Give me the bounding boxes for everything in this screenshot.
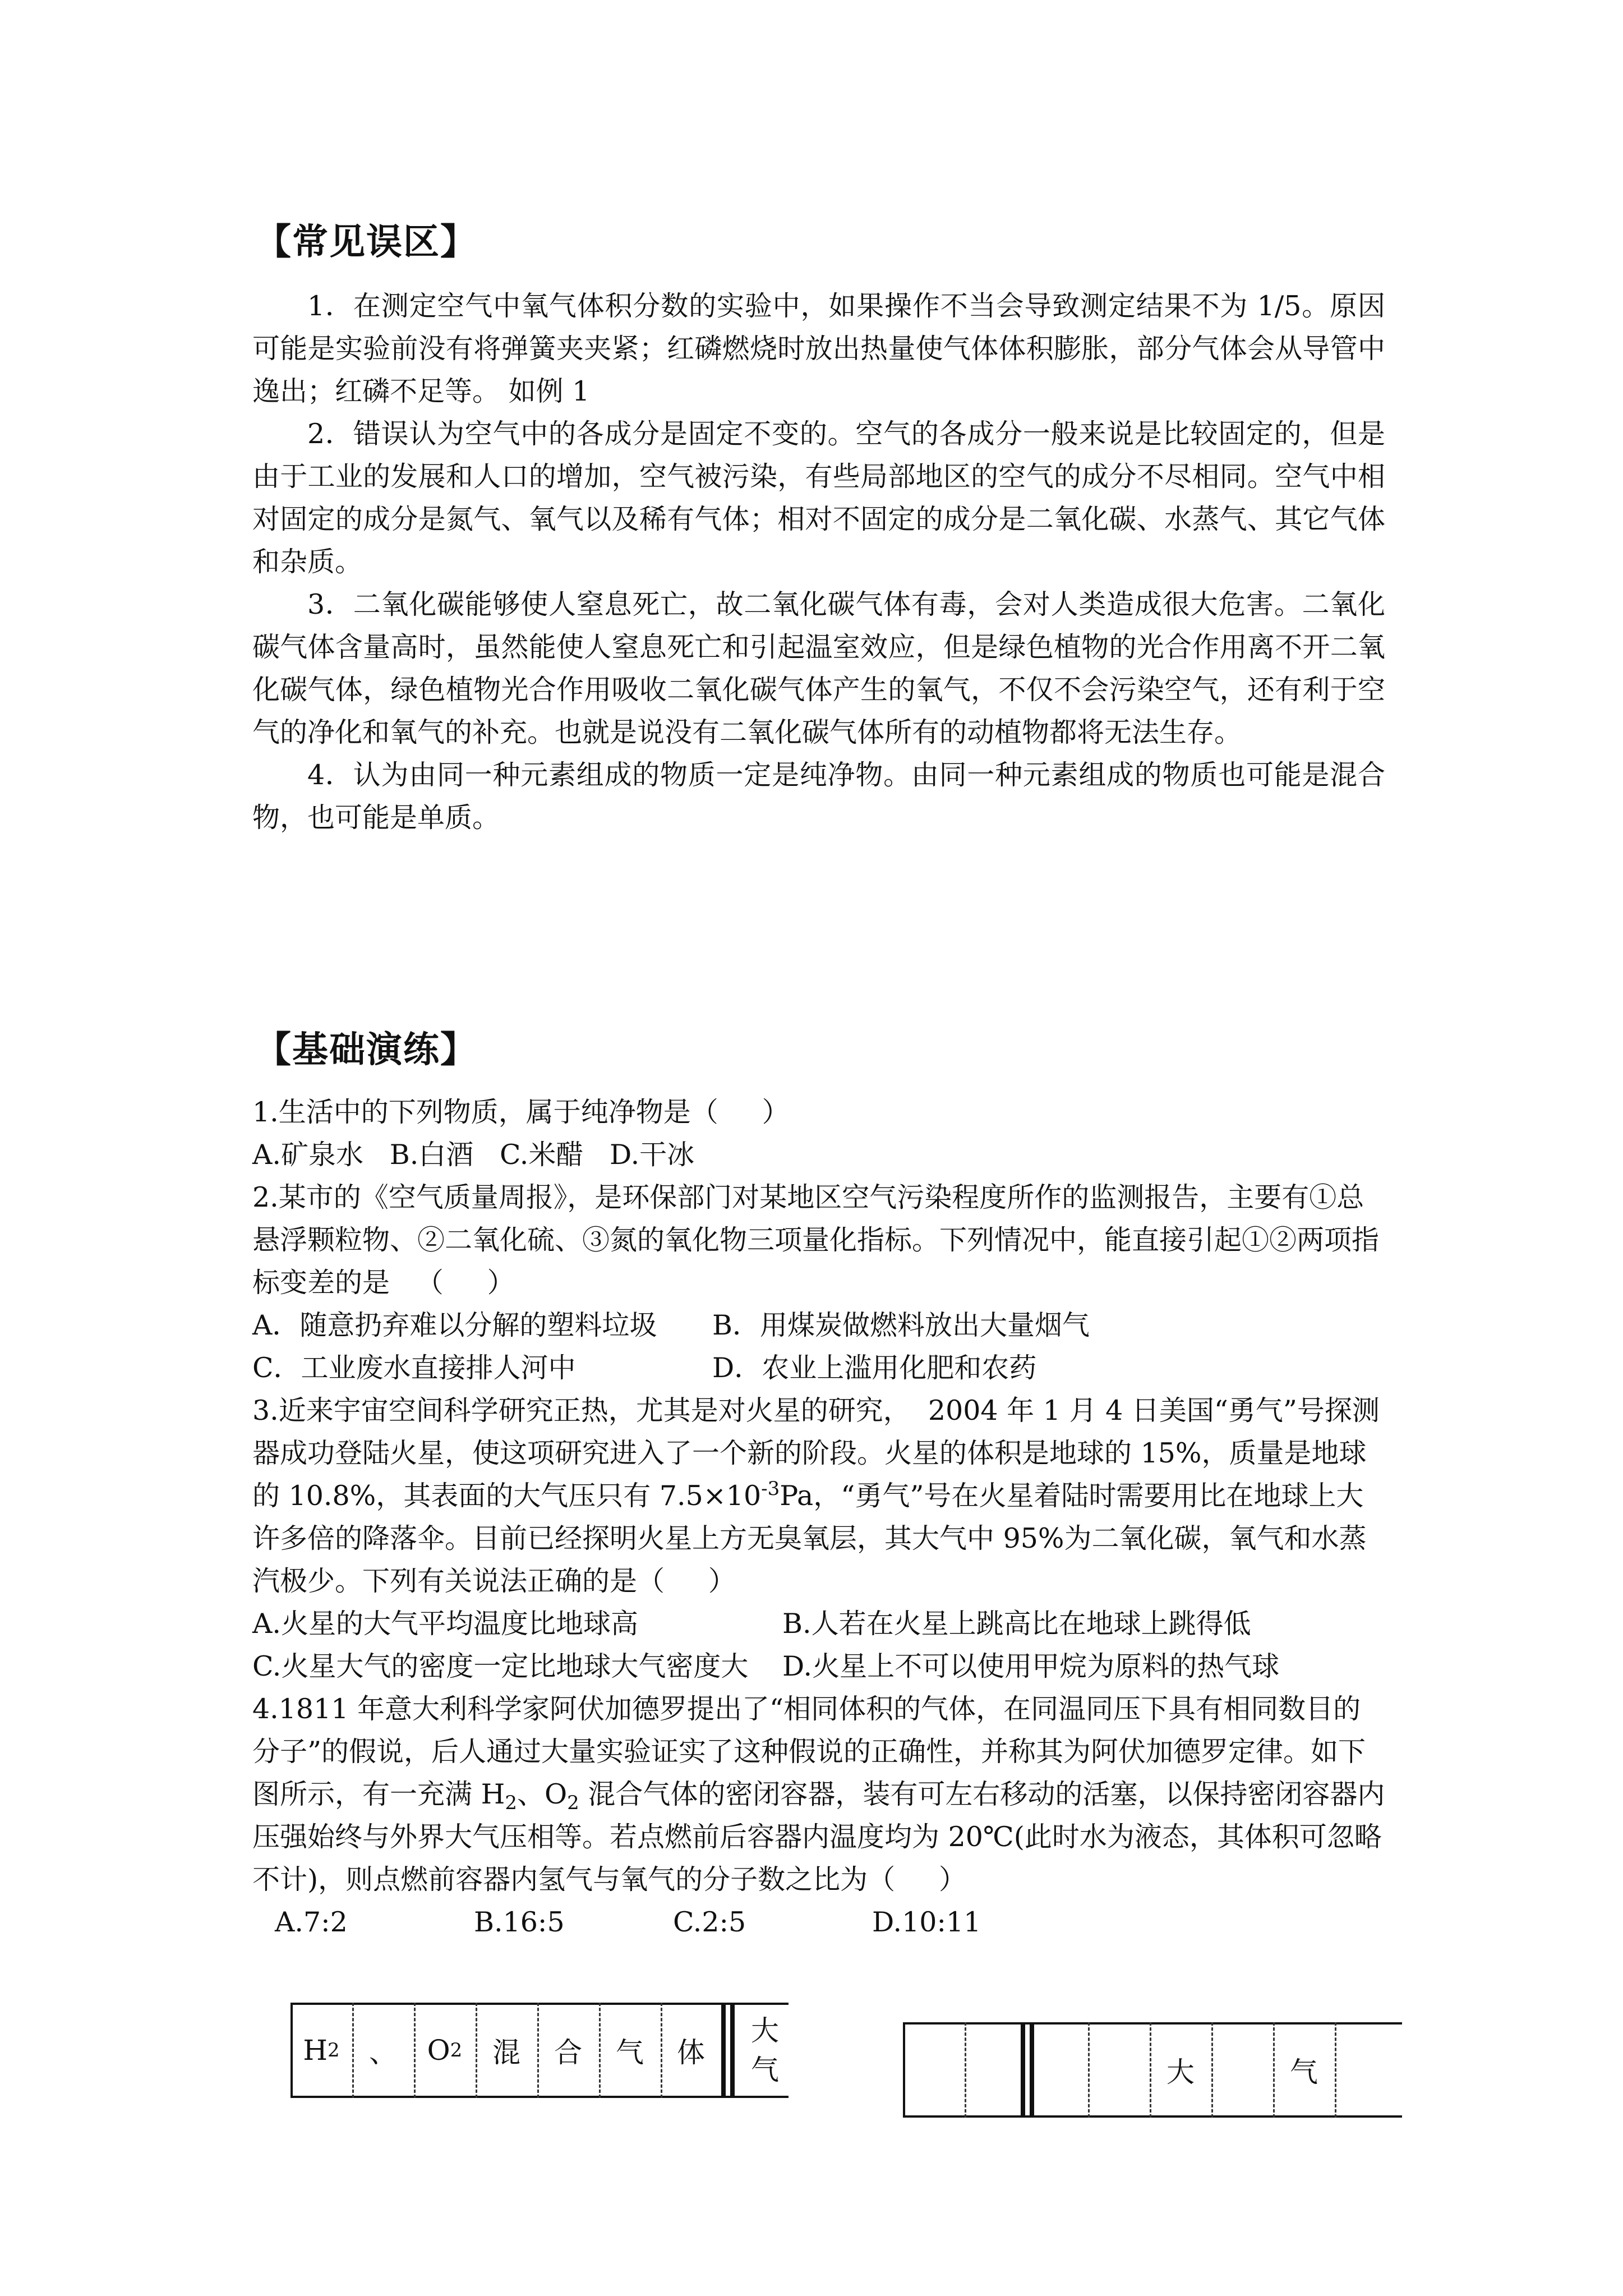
question-4-stem-part-a: 4.1811 年意大利科学家阿伏加德罗提出了“相同体积的气体，在同温同压下具有相同数目的分子”的假说，后人通过大量实验证实了这种假说的正确性，并称其为阿伏加德罗定律。如下图所示，有一充满 H <box>252 1693 1366 1810</box>
divider-line <box>1211 2022 1213 2118</box>
atmosphere-label-left <box>741 2003 789 2098</box>
atmosphere-char-1: 大 <box>751 2014 779 2047</box>
section-title-basic-practice: 【基础演练】 <box>255 1029 477 1071</box>
question-3-options-row-2 <box>252 1645 1385 1688</box>
question-4-h-subscript: 2 <box>505 1792 517 1814</box>
practice-body <box>252 1091 1385 1944</box>
comma-label: 、 <box>369 2036 397 2069</box>
question-4-o-subscript: 2 <box>567 1792 579 1814</box>
question-4-option-a: A.7:2 <box>275 1906 348 1938</box>
question-3-exponent: -3 <box>761 1478 780 1500</box>
section-title-common-mistakes: 【常见误区】 <box>255 221 477 263</box>
container-diagram-before <box>291 2003 790 2098</box>
atmosphere-char-2-right: 气 <box>1290 2056 1318 2088</box>
common-mistakes-body <box>252 285 1385 839</box>
mixture-char-1: 混 <box>492 2036 520 2069</box>
question-3-option-b: B.人若在火星上跳高比在地球上跳得低 <box>782 1608 1251 1640</box>
mixture-char-4: 体 <box>677 2036 705 2069</box>
question-4-option-b: B.16:5 <box>474 1906 565 1938</box>
question-4-option-c: C.2:5 <box>673 1906 746 1938</box>
container-diagram-after <box>903 2022 1402 2118</box>
question-4-option-d: D.10:11 <box>872 1906 981 1938</box>
question-3-stem <box>252 1389 1385 1603</box>
h-symbol: H <box>303 2034 328 2067</box>
question-1-stem: 1.生活中的下列物质，属于纯净物是（ ） <box>252 1096 790 1128</box>
mistake-paragraph-4: 4．认为由同一种元素组成的物质一定是纯净物。由同一种元素组成的物质也可能是混合物，也可能是单质。 <box>252 759 1385 834</box>
mistake-paragraph-1: 1．在测定空气中氧气体积分数的实验中，如果操作不当会导致测定结果不为 1/5。原因可能是实验前没有将弹簧夹夹紧；红磷燃烧时放出热量使气体体积膨胀，部分气体会从导管中逸出；红磷不足等。 如例 1 <box>252 290 1385 407</box>
o2-label: O 2 <box>427 2034 463 2067</box>
o-symbol: O <box>427 2034 450 2067</box>
question-3-option-d: D.火星上不可以使用甲烷为原料的热气球 <box>782 1650 1280 1682</box>
question-2-options-row-1 <box>252 1304 1385 1347</box>
divider-line <box>965 2022 966 2118</box>
question-2-options-row-2 <box>252 1347 1385 1389</box>
h2-label: H 2 <box>303 2034 340 2067</box>
question-2-stem: 2.某市的《空气质量周报》，是环保部门对某地区空气污染程度所作的监测报告，主要有①总悬浮颗粒物、②二氧化硫、③氮的氧化物三项量化指标。下列情况中，能直接引起①②两项指标变差的是 （ ） <box>252 1181 1380 1299</box>
question-2-option-b: B．用煤炭做燃料放出大量烟气 <box>712 1309 1090 1341</box>
question-2-option-a: A．随意扔弃难以分解的塑料垃圾 <box>252 1309 657 1341</box>
container-left-wall <box>903 2022 905 2118</box>
question-3-stem-part-a: 3.近来宇宙空间科学研究正热，尤其是对火星的研究， 2004 年 1 月 4 日美国“勇气”号探测器成功登陆火星，使这项研究进入了一个新的阶段。火星的体积是地球的 15%，质量是地球的 10.8%，其表面的大气压只有 7.5×10 <box>252 1395 1380 1512</box>
question-2-option-d: D．农业上滥用化肥和农药 <box>712 1352 1037 1384</box>
divider-line <box>1335 2022 1336 2118</box>
mistake-paragraph-2: 2．错误认为空气中的各成分是固定不变的。空气的各成分一般来说是比较固定的，但是由于工业的发展和人口的增加，空气被污染，有些局部地区的空气的成分不尽相同。空气中相对固定的成分是氮气、氧气以及稀有气体；相对不固定的成分是二氧化碳、水蒸气、其它气体和杂质。 <box>252 418 1385 578</box>
piston-bar <box>730 2003 735 2098</box>
atmosphere-char-2: 气 <box>751 2054 779 2086</box>
piston-bar <box>721 2003 726 2098</box>
question-1-options: A.矿泉水 B.白酒 C.米醋 D.干冰 <box>252 1139 695 1171</box>
question-3-stem-part-b: Pa，“勇气”号在火星着陆时需要用比在地球上大许多倍的降落伞。目前已经探明火星上方无臭氧层，其大气中 95%为二氧化碳，氧气和水蒸汽极少。下列有关说法正确的是（ ） <box>252 1480 1367 1597</box>
question-4-stem-part-b: 、O <box>517 1778 568 1810</box>
question-2-option-c: C．工业废水直接排人河中 <box>252 1352 576 1384</box>
question-4-options-row <box>252 1901 1385 1944</box>
question-3-option-a: A.火星的大气平均温度比地球高 <box>252 1608 638 1640</box>
piston-bar <box>1030 2022 1034 2118</box>
question-4-stem <box>252 1688 1385 1901</box>
mistake-paragraph-3: 3．二氧化碳能够使人窒息死亡，故二氧化碳气体有毒，会对人类造成很大危害。二氧化碳气体含量高时，虽然能使人窒息死亡和引起温室效应，但是绿色植物的光合作用离不开二氧化碳气体，绿色植物光合作用吸收二氧化碳气体产生的氧气，不仅不会污染空气，还有利于空气的净化和氧气的补充。也就是说没有二氧化碳气体所有的动植物都将无法生存。 <box>252 588 1385 748</box>
mixture-char-3: 气 <box>616 2036 644 2069</box>
question-3-options-row-1 <box>252 1603 1385 1645</box>
mixture-char-2: 合 <box>554 2036 582 2069</box>
piston-bar <box>1021 2022 1025 2118</box>
question-4-stem-part-c: 混合气体的密闭容器，装有可左右移动的活塞，以保持密闭容器内压强始终与外界大气压相等。若点燃前后容器内温度均为 20℃(此时水为液态，其体积可忽略不计)，则点燃前容器内氢气与氧气的分子数之比为（ ） <box>252 1778 1385 1895</box>
question-3-option-c: C.火星大气的密度一定比地球大气密度大 <box>252 1650 749 1682</box>
divider-line <box>1088 2022 1090 2118</box>
atmosphere-char-1-right: 大 <box>1166 2056 1195 2088</box>
